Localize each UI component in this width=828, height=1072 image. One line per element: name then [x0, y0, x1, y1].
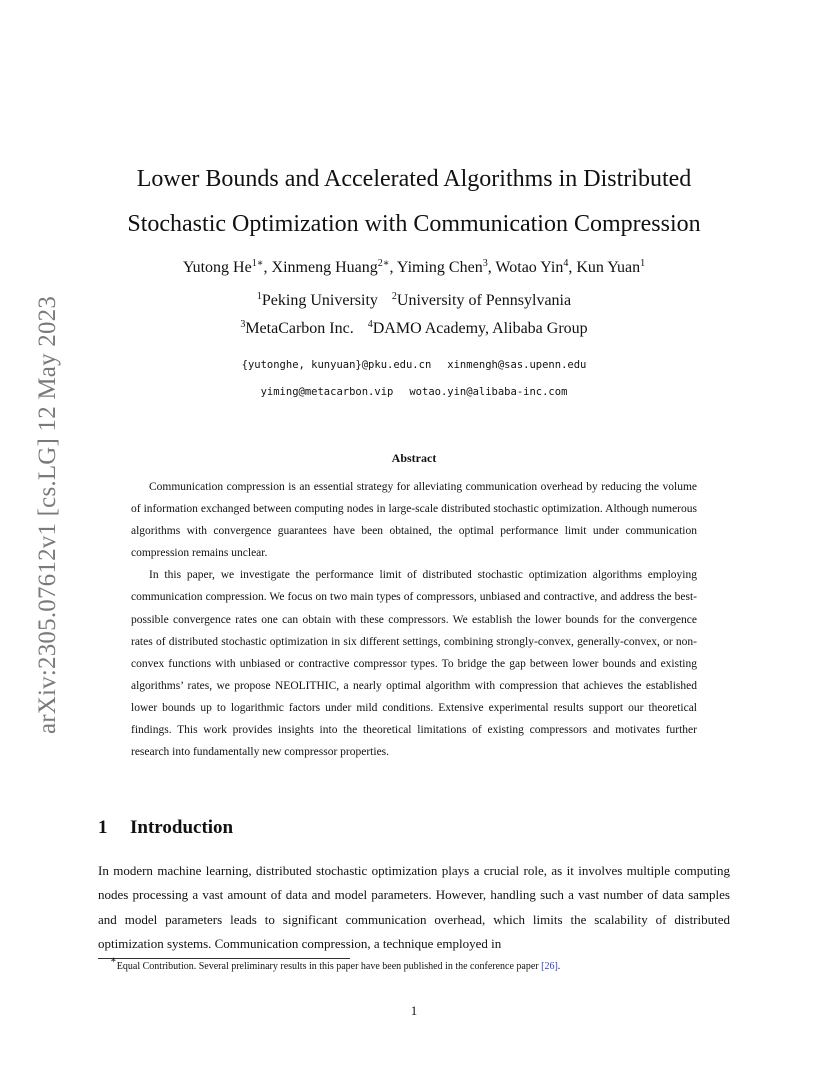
abstract-paragraph: In this paper, we investigate the performance limit of distributed stochastic optimization algorithms employing communication compression. We focus on two main types of compressors, unbiased and contractive, and address the best-possible convergence rates one can obtain with these compressors. We establish the lower bounds for the convergence rates of distributed stochastic optimization in six different settings, combining strongly-convex, generally-convex, or non-convex functions with unbiased or contractive compressor types. To bridge the gap between lower bounds and existing algorithms’ rates, we propose NEOLITHIC, a nearly optimal algorithm with compression that achieves the established lower bounds up to logarithmic factors under mild conditions. Extensive experimental results support our theoretical findings. This work provides insights into the theoretical limitations of existing compressors and motivates further research into fundamentally new compressor properties.: [131, 569, 697, 759]
author-name: Kun Yuan: [576, 259, 641, 276]
affiliation-superscript: 4: [367, 319, 373, 330]
section-number: 1: [98, 817, 108, 838]
author-superscript: 1: [640, 258, 646, 269]
author-superscript: 4: [563, 258, 569, 269]
affiliation-superscript: 2: [391, 291, 397, 302]
email-address: wotao.yin@alibaba-inc.com: [409, 386, 568, 398]
affiliation-name: DAMO Academy, Alibaba Group: [372, 320, 588, 337]
affiliation-row: [0, 320, 828, 338]
section-body: [98, 859, 730, 957]
section-heading: [98, 817, 233, 839]
author-name: Xinmeng Huang: [271, 259, 378, 276]
author-superscript: 1∗: [251, 258, 264, 269]
intro-paragraph: In modern machine learning, distributed stochastic optimization plays a crucial role, as it involves multiple computing nodes processing a vast amount of data and model parameters. However, handling such a vast number of data samples and model parameters leads to significant communication overhead, which limits the scalability of distributed optimization systems. Communication compression, a technique employed in: [98, 863, 730, 952]
paper-title: [0, 157, 828, 247]
email-address: yiming@metacarbon.vip: [260, 386, 394, 398]
affiliation-name: MetaCarbon Inc.: [245, 320, 354, 337]
email-address: xinmengh@sas.upenn.edu: [447, 359, 587, 371]
title-line-2: Stochastic Optimization with Communication Compression: [127, 211, 701, 237]
abstract-paragraph: Communication compression is an essential strategy for alleviating communication overhead by reducing the volume of information exchanged between computing nodes in large-scale distributed stochastic optimization. Although numerous algorithms with convergence guarantees have been obtained, the optimal performance limit under communication compression remains unclear.: [131, 481, 697, 560]
affiliation-row: [0, 292, 828, 310]
author-name: Wotao Yin: [495, 259, 564, 276]
footnote-mark: ∗: [110, 955, 117, 966]
footnote-end: .: [557, 961, 561, 972]
footnote-text: Equal Contribution. Several preliminary results in this paper have been published in the conference paper: [116, 961, 542, 972]
author-name: Yutong He: [182, 259, 252, 276]
affiliation-name: University of Pennsylvania: [396, 292, 572, 309]
citation-link[interactable]: [26]: [541, 961, 558, 972]
footnote: [110, 955, 561, 972]
footnote-rule: [98, 958, 350, 959]
author-superscript: 2∗: [377, 258, 390, 269]
abstract-body: [131, 476, 697, 763]
email-address: {yutonghe, kunyuan}@pku.edu.cn: [241, 359, 432, 371]
email-row: [0, 359, 828, 371]
title-line-1: Lower Bounds and Accelerated Algorithms in Distributed: [136, 166, 692, 192]
abstract-heading: Abstract: [391, 451, 437, 465]
email-row: [0, 386, 828, 398]
affiliation-superscript: 3: [240, 319, 246, 330]
affiliation-name: Peking University: [261, 292, 378, 309]
author-superscript: 3: [482, 258, 488, 269]
author-list: Yutong $He^{1∗}$, Xinmeng Huang$^{2∗}$, Yiming Chen$^3$, Wotao Yin$^4$, Kun Yuan$^1$: [182, 258, 646, 276]
page-number: 1: [410, 1003, 418, 1018]
affiliation-superscript: 1: [256, 291, 262, 302]
section-title: Introduction: [130, 817, 234, 838]
author-name: Yiming Chen: [396, 259, 483, 276]
